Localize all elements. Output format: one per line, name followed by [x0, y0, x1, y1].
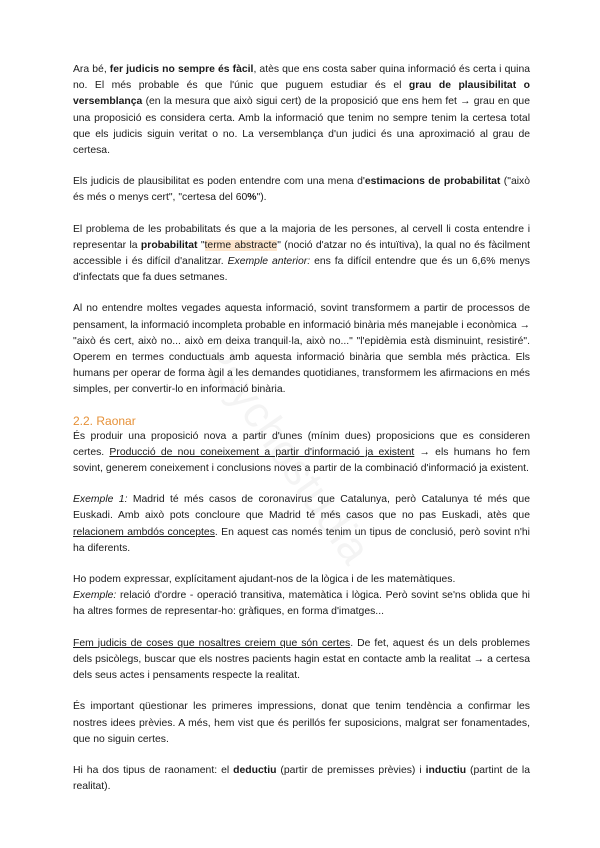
paragraph-probability-problem: El problema de les probabilitats és que a la majoria de les persones, al cervell li costa entendre i representar la probabilitat "terme abstracte" (noció d'atzar no és intuïtiva), la qual no és fàcilment accessible i és difícil d'analitzar. Exemple anterior: ens fa difícil entendre que és un 6,6% menys d'infectats que fa dues setmanes. [73, 223, 531, 284]
paragraph-logic-math: Ho podem expressar, explícitament ajudant-nos de la lògica i de les matemàtiques. Exemple: relació d'ordre - operació transitiva, matemàtica i lògica. Però sovint se'ns oblida que hi ha altres formes de representar-ho: gràfiques, en forma d'imatges... [73, 574, 530, 618]
highlighted-term: terme abstracte [204, 239, 278, 251]
paragraph-reasoning-types: Hi ha dos tipus de raonament: el deductiu (partir de premisses prèvies) i inductiu (partint de la realitat). [73, 764, 530, 793]
paragraph-example-1: Exemple 1: Madrid té més casos de coronavirus que Catalunya, però Catalunya té més que Euskadi. Amb això pots concloure que Madrid té més casos que no pas Euskadi, atès que relacionem ambdós conceptes. En aquest cas només tenim un tipus de conclusió, però sovint n'hi ha diferents. [73, 494, 530, 554]
paragraph-first-impressions: És important qüestionar les primeres impressions, donat que tenim tendència a confirmar les nostres idees prèvies. A més, hem vist que és perillós fer suposicions, malgrat ser fonamentades, que no siguin certes. [73, 701, 530, 745]
paragraph-judgements: Fem judicis de coses que nosaltres creiem que són certes. De fet, aquest és un dels problemes dels psicòlegs, buscar que els nostres pacients hagin estat en contacte amb la realitat → a certesa dels seus actes i pensaments respecte la realitat. [73, 637, 530, 682]
paragraph-binary-information: Al no entendre moltes vegades aquesta informació, sovint transformem a partir de processos de pensament, la informació incompleta probable en informació binària més manejable i econòmica → "això és cert, això no... això em deixa tranquil·la, això no..." "l'epidèmia està disminuint, resistiré". Operem en termes conductuals amb aquesta informació binària que sembla més pràctica. Els humans per operar de forma àgil a les demandes quotidianes, transformem les afirmacions en més simples, per convertir-lo en informació binària. [73, 303, 530, 396]
paragraph-reasoning-definition: És produir una proposició nova a partir d'unes (mínim dues) proposicions que es consideren certes. Producció de nou coneixement a partir d'informació ja existent → els humans ho fem sovint, generem coneixement i conclusions noves a partir de la combinació d'informació ja existent. [73, 430, 530, 475]
document-page [73, 62, 530, 795]
paragraph-plausibility: Ara bé, fer judicis no sempre és fàcil, atès que ens costa saber quina informació és certa i quina no. El més probable és que l'únic que puguem estudiar és el grau de plausibilitat o versemblança (en la mesura que això sigui cert) de la proposició que ens hem fet → grau en que una proposició es considera certa. Amb la informació que tenim no sempre tenim la certesa total que els judicis siguin veritat o no. La versemblança d'un judici és una aproximació al grau de certesa. [73, 64, 531, 157]
section-heading: 2.2. Raonar [73, 413, 136, 428]
paragraph-probability-estimates: Els judicis de plausibilitat es poden entendre com una mena d'estimacions de probabilitat ("això és més o menys cert", "certesa del 60%"). [73, 176, 531, 204]
